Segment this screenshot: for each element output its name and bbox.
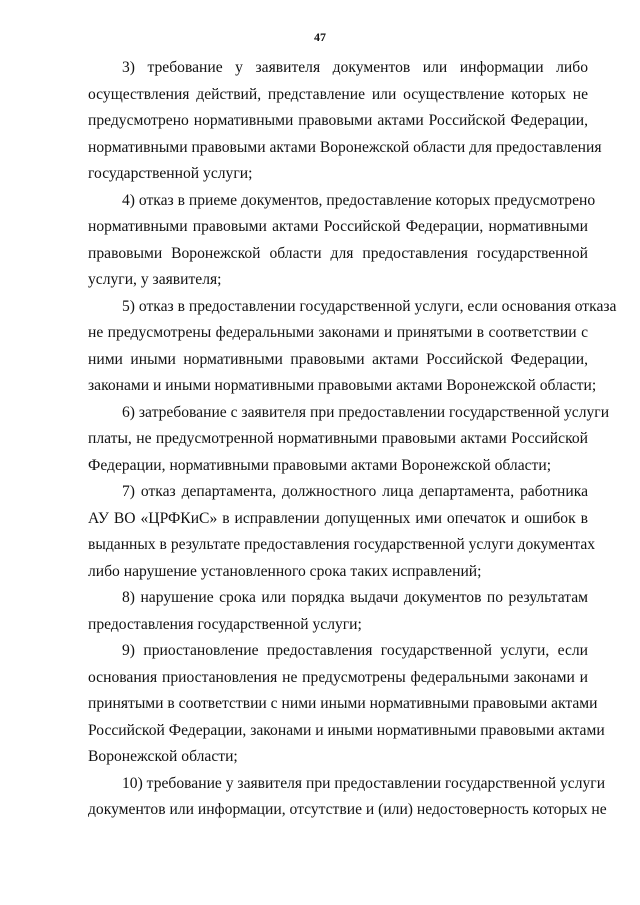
- text-line: предусмотрено нормативными правовыми актами Российской Федерации,: [88, 112, 588, 129]
- paragraph-6: [88, 585, 588, 638]
- paragraph-2: [88, 188, 596, 294]
- page-number: 47: [314, 30, 326, 44]
- paragraph-8: [88, 771, 607, 824]
- text-line: нормативными правовыми актами Воронежской области для предоставления: [88, 138, 602, 156]
- text-line: 5) отказ в предоставлении государственной услуги, если основания отказа: [122, 297, 617, 315]
- text-line: 6) затребование с заявителя при предоставлении государственной услуги: [122, 403, 610, 421]
- text-line: либо нарушение установленного срока таких исправлений;: [88, 562, 482, 580]
- text-line: не предусмотрены федеральными законами и принятыми в соответствии с: [88, 324, 588, 341]
- text-line: предоставления государственной услуги;: [88, 615, 362, 633]
- text-line: осуществления действий, представление или осуществление которых не: [88, 85, 588, 103]
- text-line: 4) отказ в приеме документов, предоставление которых предусмотрено: [122, 191, 596, 209]
- paragraph-3: [88, 294, 617, 400]
- text-line: правовыми Воронежской области для предоставления государственной: [88, 244, 588, 262]
- text-line: Федерации, нормативными правовыми актами Воронежской области;: [88, 456, 552, 474]
- text-line: 9) приостановление предоставления государственной услуги, если: [122, 642, 588, 659]
- text-line: документов или информации, отсутствие и (или) недостоверность которых не: [88, 801, 607, 818]
- text-line: 3) требование у заявителя документов или информации либо: [122, 59, 588, 76]
- text-line: платы, не предусмотренной нормативными правовыми актами Российской: [88, 430, 588, 447]
- text-line: государственной услуги;: [88, 165, 253, 182]
- text-line: услуги, у заявителя;: [88, 271, 222, 288]
- document-body: [88, 55, 617, 824]
- text-line: выданных в результате предоставления государственной услуги документах: [88, 536, 596, 553]
- paragraph-5: [88, 479, 596, 585]
- paragraph-1: [88, 55, 602, 188]
- text-line: Воронежской области;: [88, 748, 238, 765]
- text-line: законами и иными нормативными правовыми актами Воронежской области;: [88, 377, 597, 394]
- text-line: 7) отказ департамента, должностного лица департамента, работника: [122, 483, 588, 500]
- text-line: нормативными правовыми актами Российской Федерации, нормативными: [88, 218, 588, 235]
- text-line: основания приостановления не предусмотрены федеральными законами и: [88, 668, 588, 686]
- text-line: АУ ВО «ЦРФКиС» в исправлении допущенных ими опечаток и ошибок в: [88, 509, 588, 527]
- text-line: Российской Федерации, законами и иными нормативными правовыми актами: [88, 721, 605, 739]
- paragraph-7: [88, 638, 605, 771]
- text-line: ними иными нормативными правовыми актами Российской Федерации,: [88, 350, 588, 368]
- text-line: 8) нарушение срока или порядка выдачи документов по результатам: [122, 589, 588, 606]
- text-line: 10) требование у заявителя при предоставлении государственной услуги: [122, 774, 606, 792]
- paragraph-4: [88, 400, 610, 480]
- text-line: принятыми в соответствии с ними иными нормативными правовыми актами: [88, 695, 598, 712]
